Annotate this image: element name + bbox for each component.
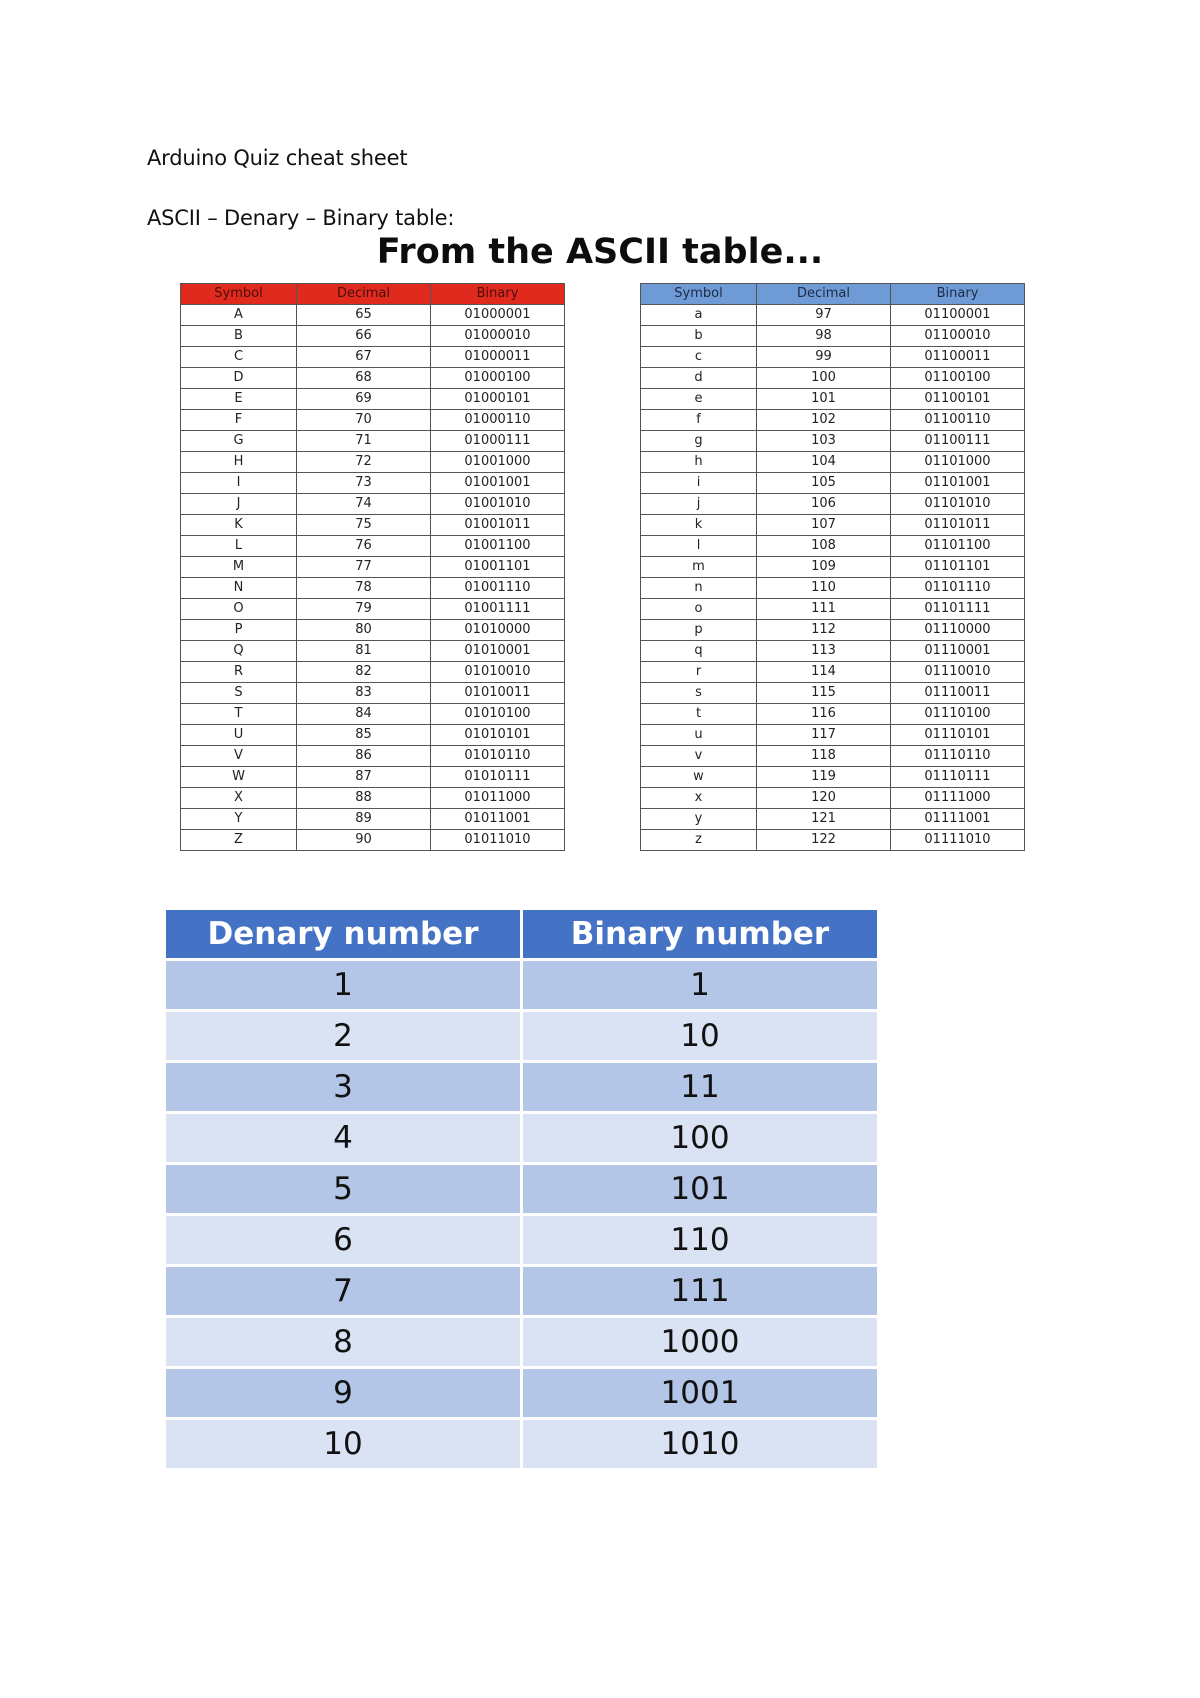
table-cell: 01100010 (891, 326, 1025, 347)
table-cell: 66 (297, 326, 431, 347)
table-row (181, 410, 565, 431)
table-cell: M (181, 557, 297, 578)
table-header-row (166, 910, 879, 960)
table-cell: 01101110 (891, 578, 1025, 599)
column-header: Binary (431, 284, 565, 305)
table-cell: 01101101 (891, 557, 1025, 578)
table-cell: 7 (166, 1266, 522, 1317)
table-cell: K (181, 515, 297, 536)
table-cell: 01001000 (431, 452, 565, 473)
table-cell: e (641, 389, 757, 410)
table-row (166, 1419, 879, 1470)
table-cell: 106 (757, 494, 891, 515)
table-cell: 100 (757, 368, 891, 389)
table-cell: 01100110 (891, 410, 1025, 431)
table-cell: 01000011 (431, 347, 565, 368)
table-cell: 1000 (522, 1317, 879, 1368)
table-cell: c (641, 347, 757, 368)
table-cell: 01011000 (431, 788, 565, 809)
figure-heading: From the ASCII table... (376, 232, 824, 272)
table-row (181, 473, 565, 494)
table-cell: 01001010 (431, 494, 565, 515)
table-cell: g (641, 431, 757, 452)
table-cell: 6 (166, 1215, 522, 1266)
table-row (641, 683, 1025, 704)
table-cell: 01100111 (891, 431, 1025, 452)
table-cell: 105 (757, 473, 891, 494)
table-row (181, 788, 565, 809)
table-cell: 3 (166, 1062, 522, 1113)
table-row (641, 620, 1025, 641)
table-row (181, 347, 565, 368)
table-row (641, 725, 1025, 746)
table-cell: 70 (297, 410, 431, 431)
table-cell: 81 (297, 641, 431, 662)
table-row (641, 788, 1025, 809)
table-cell: 74 (297, 494, 431, 515)
table-cell: 72 (297, 452, 431, 473)
table-row (166, 1368, 879, 1419)
table-cell: S (181, 683, 297, 704)
table-row (181, 683, 565, 704)
table-cell: 8 (166, 1317, 522, 1368)
table-cell: F (181, 410, 297, 431)
table-cell: 01110001 (891, 641, 1025, 662)
table-row (641, 830, 1025, 851)
table-cell: 90 (297, 830, 431, 851)
table-cell: 97 (757, 305, 891, 326)
table-row (181, 599, 565, 620)
column-header: Symbol (181, 284, 297, 305)
table-cell: 98 (757, 326, 891, 347)
table-cell: 01000010 (431, 326, 565, 347)
table-header-row (641, 284, 1025, 305)
table-cell: 109 (757, 557, 891, 578)
table-cell: v (641, 746, 757, 767)
document-subtitle: ASCII – Denary – Binary table: (147, 206, 455, 230)
table-cell: r (641, 662, 757, 683)
table-cell: 117 (757, 725, 891, 746)
table-cell: 110 (757, 578, 891, 599)
table-cell: Y (181, 809, 297, 830)
table-cell: 80 (297, 620, 431, 641)
table-cell: 89 (297, 809, 431, 830)
table-cell: P (181, 620, 297, 641)
table-row (641, 557, 1025, 578)
ascii-uppercase-table (180, 283, 565, 851)
table-row (641, 536, 1025, 557)
table-cell: 108 (757, 536, 891, 557)
table-cell: z (641, 830, 757, 851)
table-cell: 01111000 (891, 788, 1025, 809)
table-row (641, 389, 1025, 410)
table-cell: 01111001 (891, 809, 1025, 830)
table-row (641, 704, 1025, 725)
table-cell: 01101011 (891, 515, 1025, 536)
table-row (641, 599, 1025, 620)
table-row (641, 515, 1025, 536)
table-cell: 110 (522, 1215, 879, 1266)
table-cell: i (641, 473, 757, 494)
table-row (166, 1062, 879, 1113)
table-cell: t (641, 704, 757, 725)
table-cell: 1 (166, 960, 522, 1011)
table-cell: l (641, 536, 757, 557)
table-row (641, 767, 1025, 788)
table-cell: Q (181, 641, 297, 662)
table-cell: 01100101 (891, 389, 1025, 410)
table-cell: 4 (166, 1113, 522, 1164)
table-cell: A (181, 305, 297, 326)
table-row (181, 557, 565, 578)
table-cell: 01100011 (891, 347, 1025, 368)
table-cell: G (181, 431, 297, 452)
table-cell: 1010 (522, 1419, 879, 1470)
table-cell: d (641, 368, 757, 389)
table-cell: D (181, 368, 297, 389)
table-cell: 01010111 (431, 767, 565, 788)
table-cell: 01110100 (891, 704, 1025, 725)
table-cell: Z (181, 830, 297, 851)
table-cell: 01000111 (431, 431, 565, 452)
table-cell: 73 (297, 473, 431, 494)
table-cell: 79 (297, 599, 431, 620)
table-cell: 01010001 (431, 641, 565, 662)
table-cell: 120 (757, 788, 891, 809)
table-cell: 68 (297, 368, 431, 389)
table-cell: T (181, 704, 297, 725)
table-cell: I (181, 473, 297, 494)
table-cell: 1 (522, 960, 879, 1011)
table-row (641, 347, 1025, 368)
table-row (181, 305, 565, 326)
table-cell: 115 (757, 683, 891, 704)
table-cell: L (181, 536, 297, 557)
table-row (181, 431, 565, 452)
table-cell: 10 (166, 1419, 522, 1470)
table-cell: 76 (297, 536, 431, 557)
table-cell: 118 (757, 746, 891, 767)
table-cell: s (641, 683, 757, 704)
table-cell: 01010011 (431, 683, 565, 704)
table-row (166, 1215, 879, 1266)
table-cell: y (641, 809, 757, 830)
table-cell: O (181, 599, 297, 620)
ascii-lowercase-table (640, 283, 1025, 851)
table-cell: 102 (757, 410, 891, 431)
table-cell: 77 (297, 557, 431, 578)
table-cell: 01010110 (431, 746, 565, 767)
table-row (166, 1317, 879, 1368)
table-cell: 111 (522, 1266, 879, 1317)
table-row (181, 452, 565, 473)
table-row (181, 368, 565, 389)
table-cell: 75 (297, 515, 431, 536)
table-cell: 65 (297, 305, 431, 326)
table-cell: 84 (297, 704, 431, 725)
table-cell: R (181, 662, 297, 683)
table-cell: 01111010 (891, 830, 1025, 851)
table-cell: 11 (522, 1062, 879, 1113)
table-cell: 107 (757, 515, 891, 536)
table-cell: m (641, 557, 757, 578)
table-cell: V (181, 746, 297, 767)
table-cell: a (641, 305, 757, 326)
table-cell: 1001 (522, 1368, 879, 1419)
table-row (641, 305, 1025, 326)
table-cell: 78 (297, 578, 431, 599)
table-cell: 101 (522, 1164, 879, 1215)
table-cell: 112 (757, 620, 891, 641)
table-cell: 99 (757, 347, 891, 368)
table-row (181, 620, 565, 641)
table-row (166, 1113, 879, 1164)
table-row (181, 704, 565, 725)
table-cell: x (641, 788, 757, 809)
table-cell: 114 (757, 662, 891, 683)
table-cell: 01011010 (431, 830, 565, 851)
table-cell: h (641, 452, 757, 473)
table-row (641, 368, 1025, 389)
table-cell: f (641, 410, 757, 431)
table-row (181, 641, 565, 662)
column-header: Denary number (166, 910, 522, 960)
table-cell: 111 (757, 599, 891, 620)
table-cell: 5 (166, 1164, 522, 1215)
table-row (181, 389, 565, 410)
table-row (181, 515, 565, 536)
table-cell: U (181, 725, 297, 746)
table-cell: p (641, 620, 757, 641)
table-row (166, 1011, 879, 1062)
table-row (641, 746, 1025, 767)
table-cell: 9 (166, 1368, 522, 1419)
table-cell: 01001100 (431, 536, 565, 557)
table-cell: 01110101 (891, 725, 1025, 746)
table-row (641, 641, 1025, 662)
table-cell: N (181, 578, 297, 599)
denary-binary-table (166, 910, 880, 1471)
table-cell: 119 (757, 767, 891, 788)
table-cell: 103 (757, 431, 891, 452)
table-cell: 01100001 (891, 305, 1025, 326)
table-row (641, 431, 1025, 452)
table-cell: j (641, 494, 757, 515)
table-cell: 01010010 (431, 662, 565, 683)
table-cell: 87 (297, 767, 431, 788)
table-cell: 85 (297, 725, 431, 746)
table-row (166, 960, 879, 1011)
table-cell: 01110000 (891, 620, 1025, 641)
table-cell: J (181, 494, 297, 515)
table-row (181, 326, 565, 347)
table-cell: q (641, 641, 757, 662)
table-cell: 01110111 (891, 767, 1025, 788)
table-cell: 01000110 (431, 410, 565, 431)
table-row (641, 473, 1025, 494)
table-cell: 01110110 (891, 746, 1025, 767)
table-row (181, 494, 565, 515)
table-row (641, 410, 1025, 431)
table-cell: 01011001 (431, 809, 565, 830)
table-cell: 122 (757, 830, 891, 851)
table-row (181, 578, 565, 599)
table-cell: b (641, 326, 757, 347)
table-cell: C (181, 347, 297, 368)
table-cell: 2 (166, 1011, 522, 1062)
table-cell: 01001101 (431, 557, 565, 578)
table-cell: 113 (757, 641, 891, 662)
table-cell: E (181, 389, 297, 410)
table-row (181, 725, 565, 746)
table-cell: 01100100 (891, 368, 1025, 389)
table-cell: 86 (297, 746, 431, 767)
table-cell: w (641, 767, 757, 788)
table-cell: 01110011 (891, 683, 1025, 704)
table-row (641, 809, 1025, 830)
table-header-row (181, 284, 565, 305)
table-cell: 01101100 (891, 536, 1025, 557)
table-cell: 01101001 (891, 473, 1025, 494)
table-cell: 01101000 (891, 452, 1025, 473)
table-cell: 01001111 (431, 599, 565, 620)
table-cell: H (181, 452, 297, 473)
table-row (181, 536, 565, 557)
table-cell: o (641, 599, 757, 620)
table-row (166, 1164, 879, 1215)
table-cell: 100 (522, 1113, 879, 1164)
table-cell: 10 (522, 1011, 879, 1062)
table-cell: 01101010 (891, 494, 1025, 515)
table-cell: W (181, 767, 297, 788)
table-cell: n (641, 578, 757, 599)
table-row (641, 494, 1025, 515)
table-row (641, 578, 1025, 599)
table-cell: B (181, 326, 297, 347)
column-header: Binary number (522, 910, 879, 960)
column-header: Decimal (297, 284, 431, 305)
column-header: Binary (891, 284, 1025, 305)
table-cell: 101 (757, 389, 891, 410)
table-cell: k (641, 515, 757, 536)
table-row (641, 326, 1025, 347)
table-cell: 01010101 (431, 725, 565, 746)
table-row (641, 452, 1025, 473)
table-cell: 01000101 (431, 389, 565, 410)
table-cell: 82 (297, 662, 431, 683)
table-cell: 69 (297, 389, 431, 410)
table-cell: 01010100 (431, 704, 565, 725)
table-row (181, 809, 565, 830)
table-cell: 67 (297, 347, 431, 368)
table-cell: 01001011 (431, 515, 565, 536)
table-cell: X (181, 788, 297, 809)
table-cell: 01010000 (431, 620, 565, 641)
table-row (166, 1266, 879, 1317)
table-cell: 116 (757, 704, 891, 725)
document-title: Arduino Quiz cheat sheet (147, 146, 408, 170)
table-cell: 01101111 (891, 599, 1025, 620)
table-row (181, 767, 565, 788)
table-row (641, 662, 1025, 683)
table-cell: 01001001 (431, 473, 565, 494)
table-row (181, 746, 565, 767)
table-cell: u (641, 725, 757, 746)
column-header: Decimal (757, 284, 891, 305)
table-cell: 88 (297, 788, 431, 809)
table-cell: 121 (757, 809, 891, 830)
table-row (181, 662, 565, 683)
column-header: Symbol (641, 284, 757, 305)
table-cell: 01001110 (431, 578, 565, 599)
table-cell: 01000001 (431, 305, 565, 326)
table-cell: 01000100 (431, 368, 565, 389)
table-row (181, 830, 565, 851)
table-cell: 83 (297, 683, 431, 704)
table-cell: 104 (757, 452, 891, 473)
table-cell: 01110010 (891, 662, 1025, 683)
table-cell: 71 (297, 431, 431, 452)
